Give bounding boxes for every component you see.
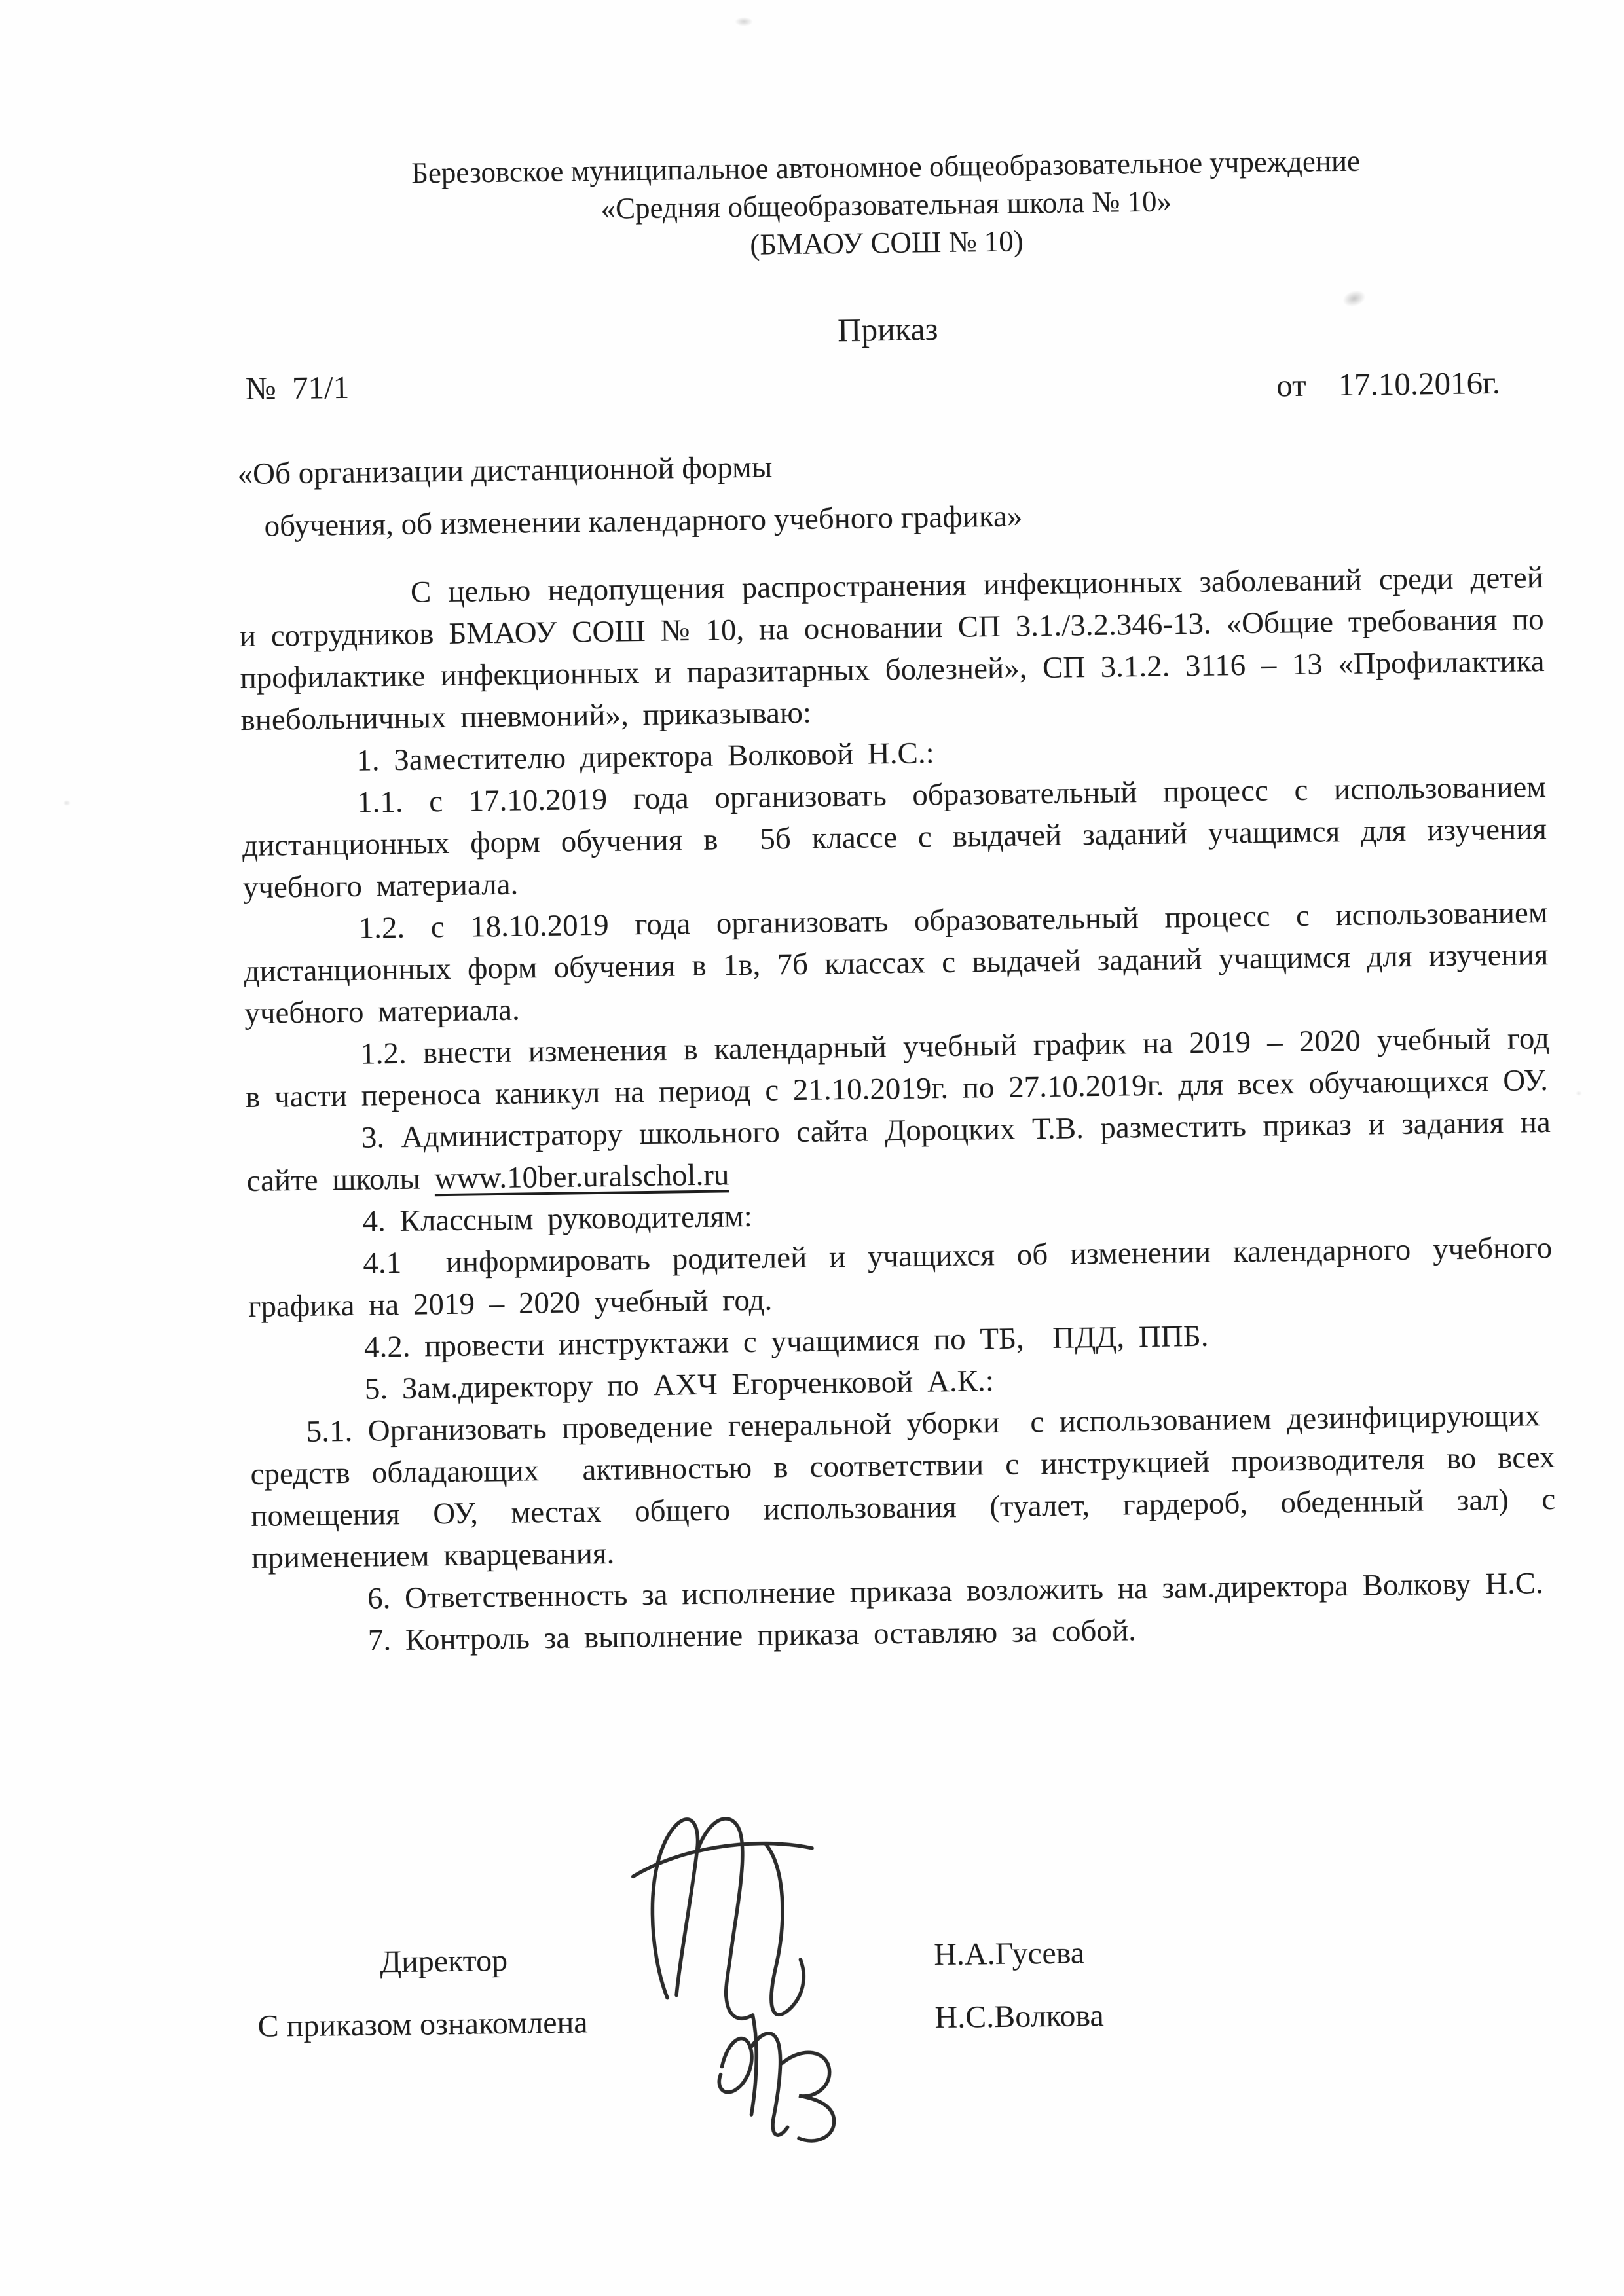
order-item-7: 7. Контроль за выполнение приказа оставляю за собой.: [367, 1613, 1137, 1658]
subject-line1: «Об организации дистанционной формы: [237, 450, 773, 492]
school-site-url: www.10ber.uralschol.ru: [434, 1157, 729, 1196]
order-intro: С целью недопущения распространения инфекционных заболеваний среди детей и сотрудников БМАОУ СОШ № 10, на основании СП 3.1./3.2.346-13. «Общие требования по профилактике инфекционных и паразитарных болезней», СП 3.1.2. 3116 – 13 «Профилактика внебольничных пневмоний», приказываю:: [239, 560, 1545, 738]
order-date: от 17.10.2016г.: [1276, 364, 1501, 404]
acknowledged-signature-row: [257, 1990, 1562, 2047]
order-item-6: 6. Ответственность за исполнение приказа возложить на зам.директора Волкову Н.С.: [367, 1566, 1544, 1616]
organization-name-line2: «Средняя общеобразовательная школа № 10»: [600, 185, 1172, 225]
order-item-5: 5. Зам.директору по АХЧ Егорченковой А.К.:: [364, 1364, 995, 1406]
director-signature-row: [380, 1927, 1562, 1982]
document-header: [233, 139, 1539, 270]
signature-block: [257, 1927, 1562, 2047]
order-title: Приказ: [837, 310, 938, 349]
scan-speck: [735, 17, 753, 26]
subject-line2: обучения, об изменении календарного учебного графика»: [264, 499, 1023, 543]
order-item-1-2b: 1.2. внести изменения в календарный учебный график на 2019 – 2020 учебный год в части переноса каникул на период с 21.10.2019г. по 27.10.2019г. для всех обучающихся ОУ.: [245, 1021, 1550, 1115]
order-item-3-text: 3. Администратору школьного сайта Дороцких Т.В. разместить приказ и задания на сайте школы: [246, 1104, 1551, 1199]
director-name: Н.А.Гусева: [933, 1935, 1085, 1973]
scan-speck: [63, 800, 71, 806]
acknowledged-label: С приказом ознакомлена: [257, 2005, 588, 2044]
document-content: [233, 139, 1562, 2047]
order-body: [239, 556, 1558, 1663]
organization-abbreviation: (БМАОУ СОШ № 10): [749, 225, 1024, 261]
order-number: № 71/1: [245, 369, 350, 407]
organization-name-line1: Березовское муниципальное автономное общеобразовательное учреждение: [411, 144, 1361, 190]
order-number-date-row: [236, 353, 1541, 407]
order-item-5-1: 5.1. Организовать проведение генеральной уборки с использованием дезинфицирующих средств обладающих активностью в соответствии с инструкцией производителя во всех помещения ОУ, местах общего использования (туалет, гардероб, обеденный зал) с применением кварцевания.: [250, 1398, 1556, 1575]
order-item-1: 1. Заместителю директора Волковой Н.С.:: [356, 736, 934, 778]
order-item-1-2: 1.2. с 18.10.2019 года организовать образовательный процесс с использованием дистанционных форм обучения в 1в, 7б классах с выдачей заданий учащимся для изучения учебного материала.: [244, 895, 1549, 1031]
acknowledged-name: Н.С.Волкова: [934, 1997, 1105, 2035]
order-item-1-1: 1.1. с 17.10.2019 года организовать образовательный процесс с использованием дистанционных форм обучения в 5б классе с выдачей заданий учащимся для изучения учебного материала.: [242, 769, 1547, 905]
order-item-4-1: 4.1 информировать родителей и учащихся об изменении календарного учебного графика на 2019 – 2020 учебный год.: [248, 1230, 1553, 1324]
order-subject: [237, 431, 1543, 553]
scan-speck: [1576, 1091, 1582, 1096]
director-label: Директор: [379, 1942, 508, 1980]
order-item-4: 4. Классным руководителям:: [362, 1199, 753, 1239]
order-item-4-2: 4.2. провести инструктажи с учащимися по ТБ, ПДД, ППБ.: [363, 1319, 1209, 1364]
